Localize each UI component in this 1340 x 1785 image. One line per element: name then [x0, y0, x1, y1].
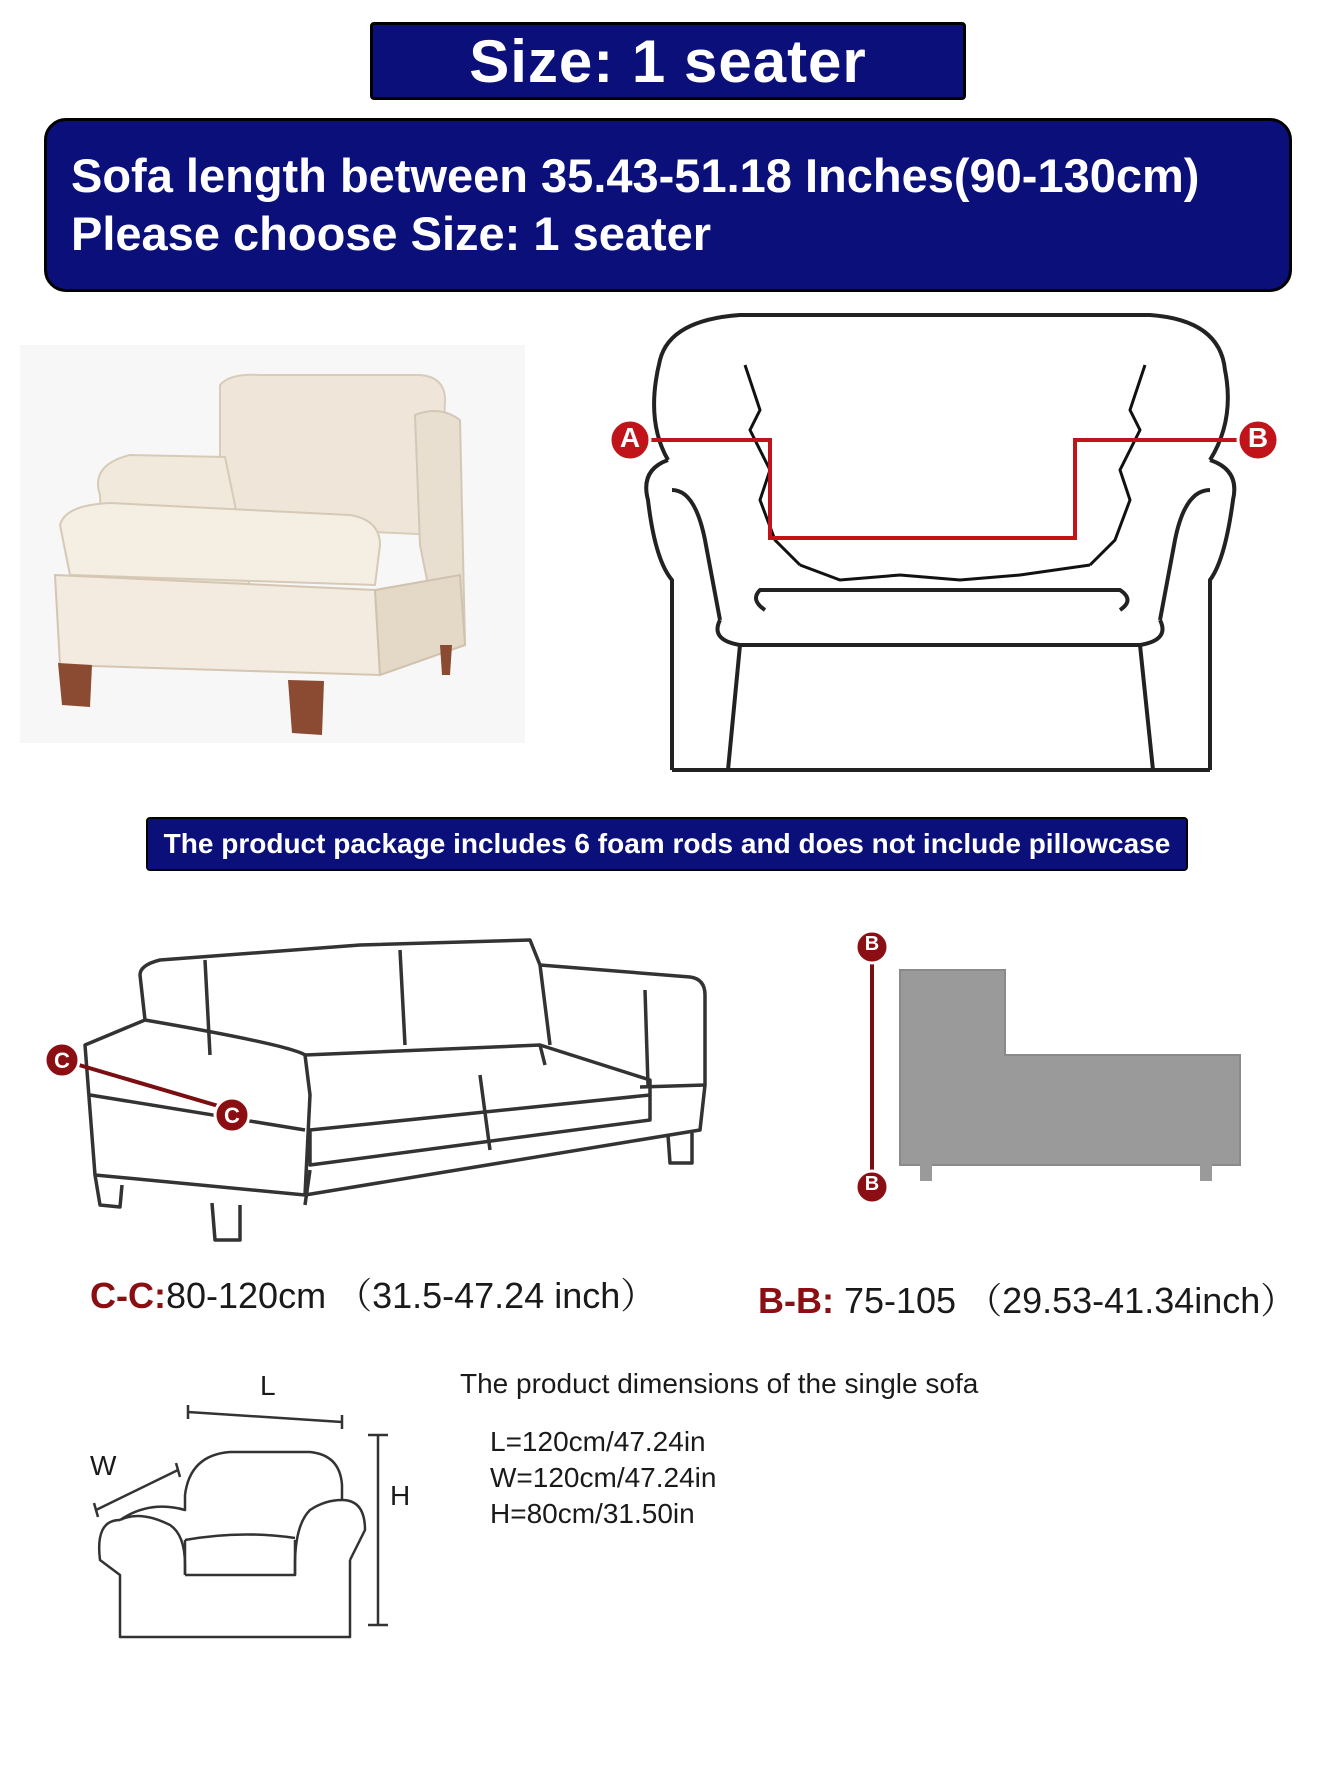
- dimensions-title: The product dimensions of the single sofa: [460, 1368, 979, 1399]
- length-line-1: Sofa length between 35.43-51.18 Inches(90-130cm): [71, 149, 1200, 202]
- bb-measurement: [758, 1273, 1296, 1324]
- marker-c-left: C: [54, 1048, 70, 1073]
- marker-a: A: [619, 422, 641, 453]
- dimension-length: L=120cm/47.24in: [490, 1426, 706, 1457]
- sofa-length-panel: [44, 118, 1292, 292]
- dimensions-list: [490, 1424, 716, 1532]
- armchair-photo: [20, 345, 525, 743]
- size-title: Size: 1 seater: [469, 27, 867, 95]
- cc-label: C-C:: [90, 1275, 166, 1316]
- marker-b-bottom: B: [864, 1173, 880, 1195]
- armchair-measure-diagram: [600, 300, 1290, 780]
- bb-label: B-B:: [758, 1280, 834, 1321]
- package-note-banner: [146, 817, 1188, 871]
- side-profile-bb-diagram: [840, 925, 1260, 1210]
- package-note-text: The product package includes 6 foam rods and does not include pillowcase: [163, 828, 1171, 859]
- dim-label-l: L: [260, 1370, 276, 1401]
- dimension-width: W=120cm/47.24in: [490, 1462, 717, 1493]
- marker-c-right: C: [224, 1103, 240, 1128]
- single-sofa-dimension-drawing: [80, 1360, 440, 1665]
- length-line-2: Please choose Size: 1 seater: [71, 207, 712, 260]
- dim-label-w: W: [90, 1450, 117, 1481]
- sofa-cc-diagram: [40, 905, 810, 1250]
- marker-b-top: B: [864, 933, 880, 955]
- cc-value: 80-120cm （31.5-47.24 inch）: [165, 1275, 657, 1316]
- marker-b-armchair: B: [1247, 422, 1269, 453]
- bb-value: 75-105 （29.53-41.34inch）: [833, 1280, 1297, 1321]
- dimension-height: H=80cm/31.50in: [490, 1498, 695, 1529]
- size-title-banner: [370, 22, 966, 100]
- dim-label-h: H: [390, 1480, 411, 1511]
- cc-measurement: [90, 1268, 656, 1319]
